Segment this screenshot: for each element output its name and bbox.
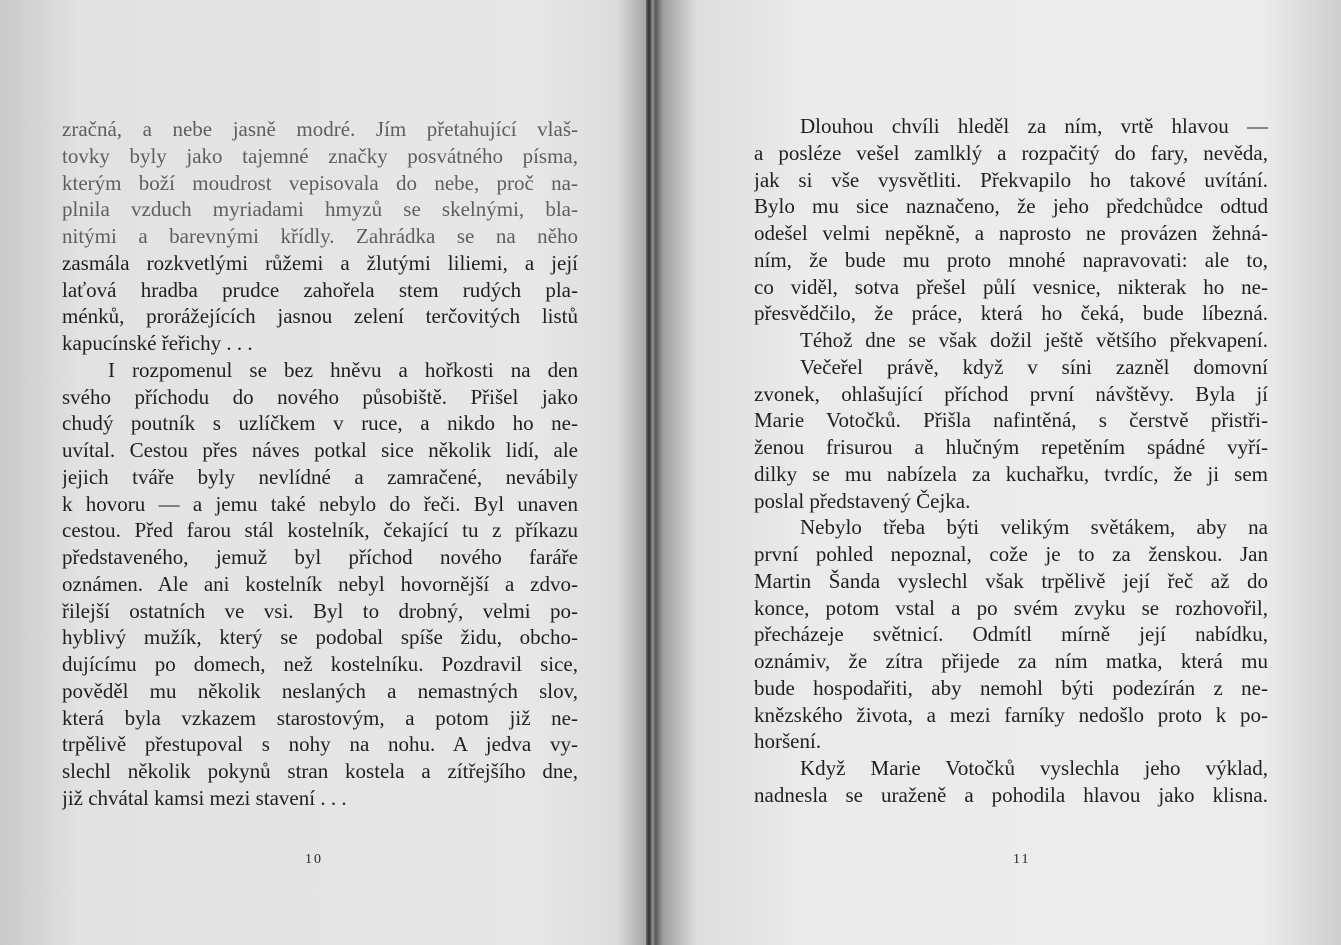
text-line: přecházeje světnicí. Odmítl mírně její nabídku, [754,622,1268,647]
text-line: kapucínské řeřichy . . . [62,331,253,355]
text-line: ním, že bude mu proto mnohé napravovati: ale to, [754,247,1268,272]
text-line: laťová hradba prudce zahořela stem rudých pla- [62,277,578,302]
text-line: trpělivě přestupoval s nohy na nohu. A jedva vy- [62,732,578,757]
text-line: chudý poutník s uzlíčkem v ruce, a nikdo ho ne- [62,411,578,436]
right-page [652,0,1341,945]
text-line: pověděl mu několik neslaných a nemastných slov, [62,678,578,703]
text-line: Bylo mu sice naznačeno, že jeho předchůdce odtud [754,194,1268,219]
text-line: kterým boží moudrost vepisovala do nebe, proč na- [62,170,578,195]
text-line: k hovoru — a jemu také nebylo do řeči. Byl unaven [62,491,578,516]
text-line: Dlouhou chvíli hleděl za ním, vrtě hlavou — [800,114,1268,138]
text-line: svého příchodu do nového působiště. Přišel jako [62,384,578,409]
left-page-text [62,116,578,812]
text-line: uvítal. Cestou přes náves potkal sice několik lidí, ale [62,438,578,462]
left-page-number: 10 [305,852,323,867]
text-line: Martin Šanda vyslechl však trpělivě její řeč až do [754,568,1268,593]
text-line: Téhož dne se však dožil ještě většího překvapení. [800,328,1268,352]
text-line: knězského života, a mezi farníky nedošlo proto k po- [754,702,1268,727]
text-line: hyblivý mužík, který se podobal spíše židu, obcho- [62,625,578,650]
text-line: již chvátal kamsi mezi stavení . . . [62,785,347,810]
text-line: Večeřel právě, když v síni zazněl domovní [800,354,1268,379]
text-line: nadnesla se uraženě a pohodila hlavou jako klisna. [754,782,1268,807]
right-page-number: 11 [1013,852,1031,867]
text-line: ženou frisurou a hlučným repetěním spádné vyří- [754,435,1268,459]
text-line: Nebylo třeba býti velikým světákem, aby na [800,515,1268,540]
text-line: nitými a barevnými křídly. Zahrádka se na něho [62,224,578,248]
text-line: zračná, a nebe jasně modré. Jím přetahující vlaš- [62,117,578,141]
text-line: zasmála rozkvetlými růžemi a žlutými liliemi, a její [62,250,578,275]
text-line: konce, potom vstal a po svém zvyku se rozhovořil, [754,595,1268,620]
text-line: plnila vzduch myriadami hmyzů se skelnými, bla- [62,197,578,222]
text-line: ménků, prorážejících jasnou zelení terčovitých listů [62,304,578,329]
text-line: cestou. Před farou stál kostelník, čekající tu z příkazu [62,518,578,543]
text-line: řilejší ostatních ve vsi. Byl to drobný, velmi po- [62,598,578,623]
text-line: tovky byly jako tajemné značky posvátného písma, [62,143,578,168]
text-line: co viděl, sotva přešel půlí vesnice, nikterak ho ne- [754,274,1268,299]
text-line: jejich tváře byly nevlídné a zamračené, nevábily [62,464,578,489]
text-line: jak si vše vysvětliti. Překvapilo ho takové uvítání. [754,167,1268,192]
left-page [0,0,646,945]
text-line: která byla vzkazem starostovým, a potom již ne- [62,705,578,730]
text-line: poslal představený Čejka. [754,488,971,513]
text-line: dilky se mu nabízela za kuchařku, tvrdíc, že ji sem [754,461,1268,486]
text-line: Když Marie Votočků vyslechla jeho výklad, [800,756,1268,780]
text-line: odešel velmi nepěkně, a naprosto ne provázen žehná- [754,221,1268,245]
text-line: bude hospodařiti, aby nemohl býti podezírán z ne- [754,675,1268,700]
text-line: první pohled nepoznal, cože je to za ženskou. Jan [754,542,1268,566]
text-line: oznámiv, že zítra přijede za ním matka, která mu [754,649,1268,673]
text-line: představeného, jemuž byl příchod nového faráře [62,545,578,569]
text-line: zvonek, ohlašující příchod první návštěvy. Byla jí [754,381,1268,406]
text-line: a posléze vešel zamlklý a rozpačitý do fary, nevěda, [754,140,1268,165]
text-line: I rozpomenul se bez hněvu a hořkosti na den [108,357,578,382]
text-line: oznámen. Ale ani kostelník nebyl hovornější a zdvo- [62,571,578,596]
text-line: Marie Votočků. Přišla nafintěná, s čerstvě přistři- [754,408,1268,433]
text-line: horšení. [754,729,822,754]
text-line: slechl několik pokynů stran kostela a zítřejšího dne, [62,759,578,783]
text-line: dujícímu po domech, než kostelníku. Pozdravil sice, [62,652,578,676]
right-page-text [754,113,1268,809]
text-line: přesvědčilo, že práce, která ho čeká, bude líbezná. [754,301,1268,326]
